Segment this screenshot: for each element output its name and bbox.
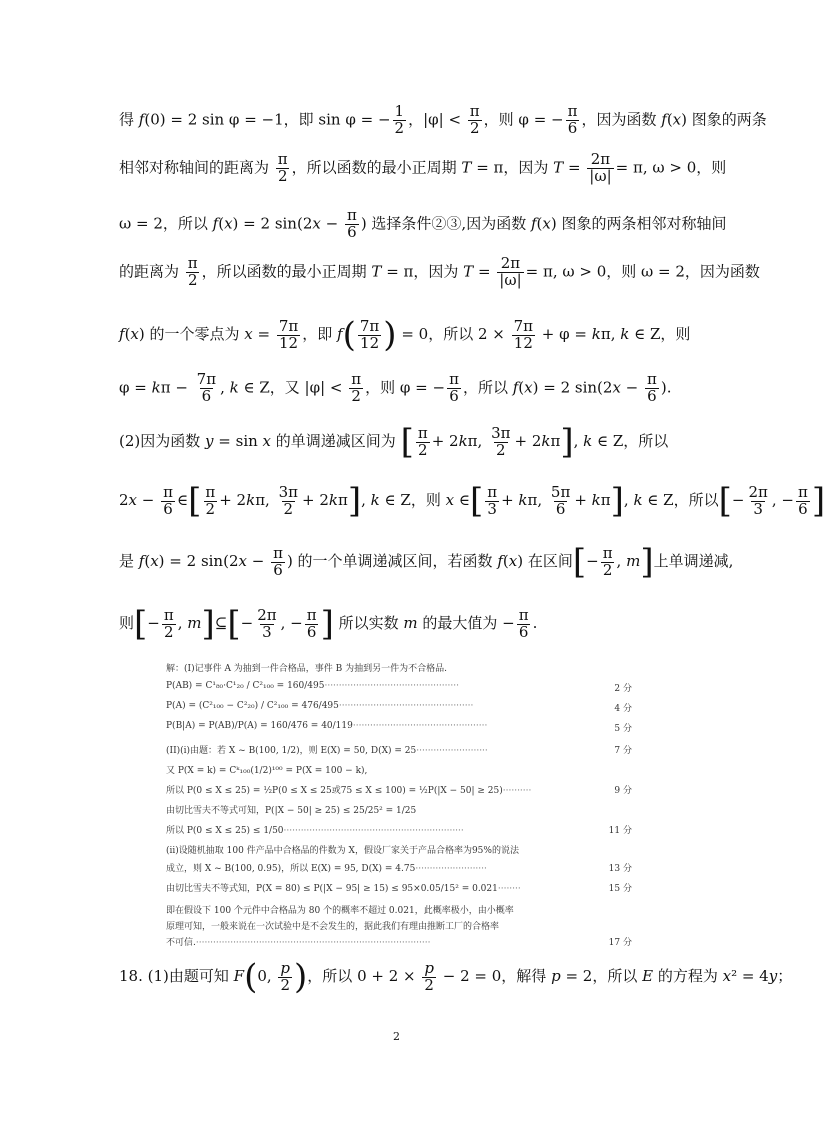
solution-line-8: 2x − $\frac{\pi}{6}$ ∈[ $\frac{\pi}{2}$ + 2kπ, $\frac{3\pi}{2}$ + 2kπ], k ∈ Z，则 x ∈[ $\frac{\pi}{3}$ + kπ, $\frac{5\pi}{6}$ + kπ], k ∈ Z，所以[− $\frac{2\pi}{3}$ , − $\frac{\pi}{6}$ ] (119, 481, 825, 521)
scanned-solution-image (166, 657, 632, 948)
solution-line-18: 18. (1)由题可知 F(0, $\frac{p}{2}$ )，所以 0 + 2 × $\frac{p}{2}$ − 2 = 0，解得 p = 2，所以 E 的方程为 x² = 4y； (119, 957, 793, 997)
scan-line: P(AB) = C¹₈₀·C¹₂₀ / C²₁₀₀ = 160/495··············································· 2 分 (166, 681, 632, 694)
scan-line: P(B|A) = P(AB)/P(A) = 160/476 = 40/119··············································· 5 分 (166, 721, 632, 734)
scan-line: 所以 P(0 ≤ X ≤ 25) = ½P(0 ≤ X ≤ 25或75 ≤ X ≤ 100) = ½P(|X − 50| ≥ 25)·········· 9 分 (166, 786, 632, 796)
solution-line-3: ω = 2，所以 f(x) = 2 sin(2x − $\frac{\pi}{6}$ ) 选择条件②③,因为函数 f(x) 图象的两条相邻对称轴间 (119, 206, 727, 241)
solution-line-7: (2)因为函数 y = sin x 的单调递减区间为 [ $\frac{\pi}{2}$ + 2kπ, $\frac{3\pi}{2}$ + 2kπ], k ∈ Z，所以 (119, 422, 669, 462)
scan-line: (ii)设随机抽取 100 件产品中合格品的件数为 X，假设厂家关于产品合格率为95%的说法 (166, 846, 519, 856)
scan-line: 成立，则 X ~ B(100, 0.95)，所以 E(X) = 95, D(X) = 4.75························· 13 分 (166, 864, 632, 874)
page-number: 2 (393, 1030, 400, 1043)
scan-line: 所以 P(0 ≤ X ≤ 25) ≤ 1/50······························································· 11 分 (166, 826, 632, 836)
scan-line: 即在假设下 100 个元件中合格品为 80 个的概率不超过 0.021，此概率极小，由小概率 (166, 906, 514, 916)
scan-line: 解：(I)记事件 A 为抽到一件合格品，事件 B 为抽到另一件为不合格品. (166, 664, 447, 674)
solution-line-4: 的距离为 $\frac{\pi}{2}$ ，所以函数的最小正周期 T = π，因为 T = $\frac{2\pi}{|\omega|}$ = π, ω > 0，则 ω = 2，因为函数 (119, 254, 760, 289)
scan-line: 由切比雪夫不等式知，P(X = 80) ≤ P(|X − 95| ≥ 15) ≤ 95×0.05/15² = 0.021········ 15 分 (166, 884, 632, 894)
solution-line-6: φ = kπ − $\frac{7\pi}{6}$ , k ∈ Z，又 |φ| < $\frac{\pi}{2}$ ，则 φ = − $\frac{\pi}{6}$ ，所以 f(x) = 2 sin(2x − $\frac{\pi}{6}$ ). (119, 370, 672, 405)
scan-line: 原理可知，一般来说在一次试验中是不会发生的，据此我们有理由推断工厂的合格率 (166, 922, 500, 932)
solution-line-5: f(x) 的一个零点为 x = $\frac{7\pi}{12}$ ，即 f( $\frac{7\pi}{12}$ ) = 0，所以 2 × $\frac{7\pi}{12}$ + φ = kπ, k ∈ Z，则 (119, 315, 691, 355)
scan-line: 由切比雪夫不等式可知，P(|X − 50| ≥ 25) ≤ 25/25² = 1/25 (166, 806, 417, 816)
solution-line-1: 得 f(0) = 2 sin φ = −1，即 sin φ = − $\frac{1}{2}$ ，|φ| < $\frac{\pi}{2}$ ，则 φ = − $\frac{\pi}{6}$ ，因为函数 f(x) 图象的两条 (119, 102, 767, 137)
solution-line-10: 则[− $\frac{\pi}{2}$ , m]⊆[− $\frac{2\pi}{3}$ , − $\frac{\pi}{6}$ ] 所以实数 m 的最大值为 − $\frac{\pi}{6}$ . (119, 604, 538, 644)
scan-line: 又 P(X = k) = Cᵏ₁₀₀(1/2)¹⁰⁰ = P(X = 100 − k), (166, 766, 368, 776)
scan-line: (II)(i)由题：若 X ~ B(100, 1/2)，则 E(X) = 50, D(X) = 25························· 7 分 (166, 746, 632, 756)
solution-line-9: 是 f(x) = 2 sin(2x − $\frac{\pi}{6}$ ) 的一个单调递减区间，若函数 f(x) 在区间[− $\frac{\pi}{2}$ , m]上单调递减, (119, 542, 734, 582)
scan-line: 不可信.·················································································· 17 分 (166, 938, 632, 948)
scan-line: P(A) = (C²₁₀₀ − C²₂₀) / C²₁₀₀ = 476/495··············································· 4 分 (166, 701, 632, 714)
solution-line-2: 相邻对称轴间的距离为 $\frac{\pi}{2}$ ，所以函数的最小正周期 T = π，因为 T = $\frac{2\pi}{|\omega|}$ = π, ω > 0，则 (119, 150, 727, 185)
